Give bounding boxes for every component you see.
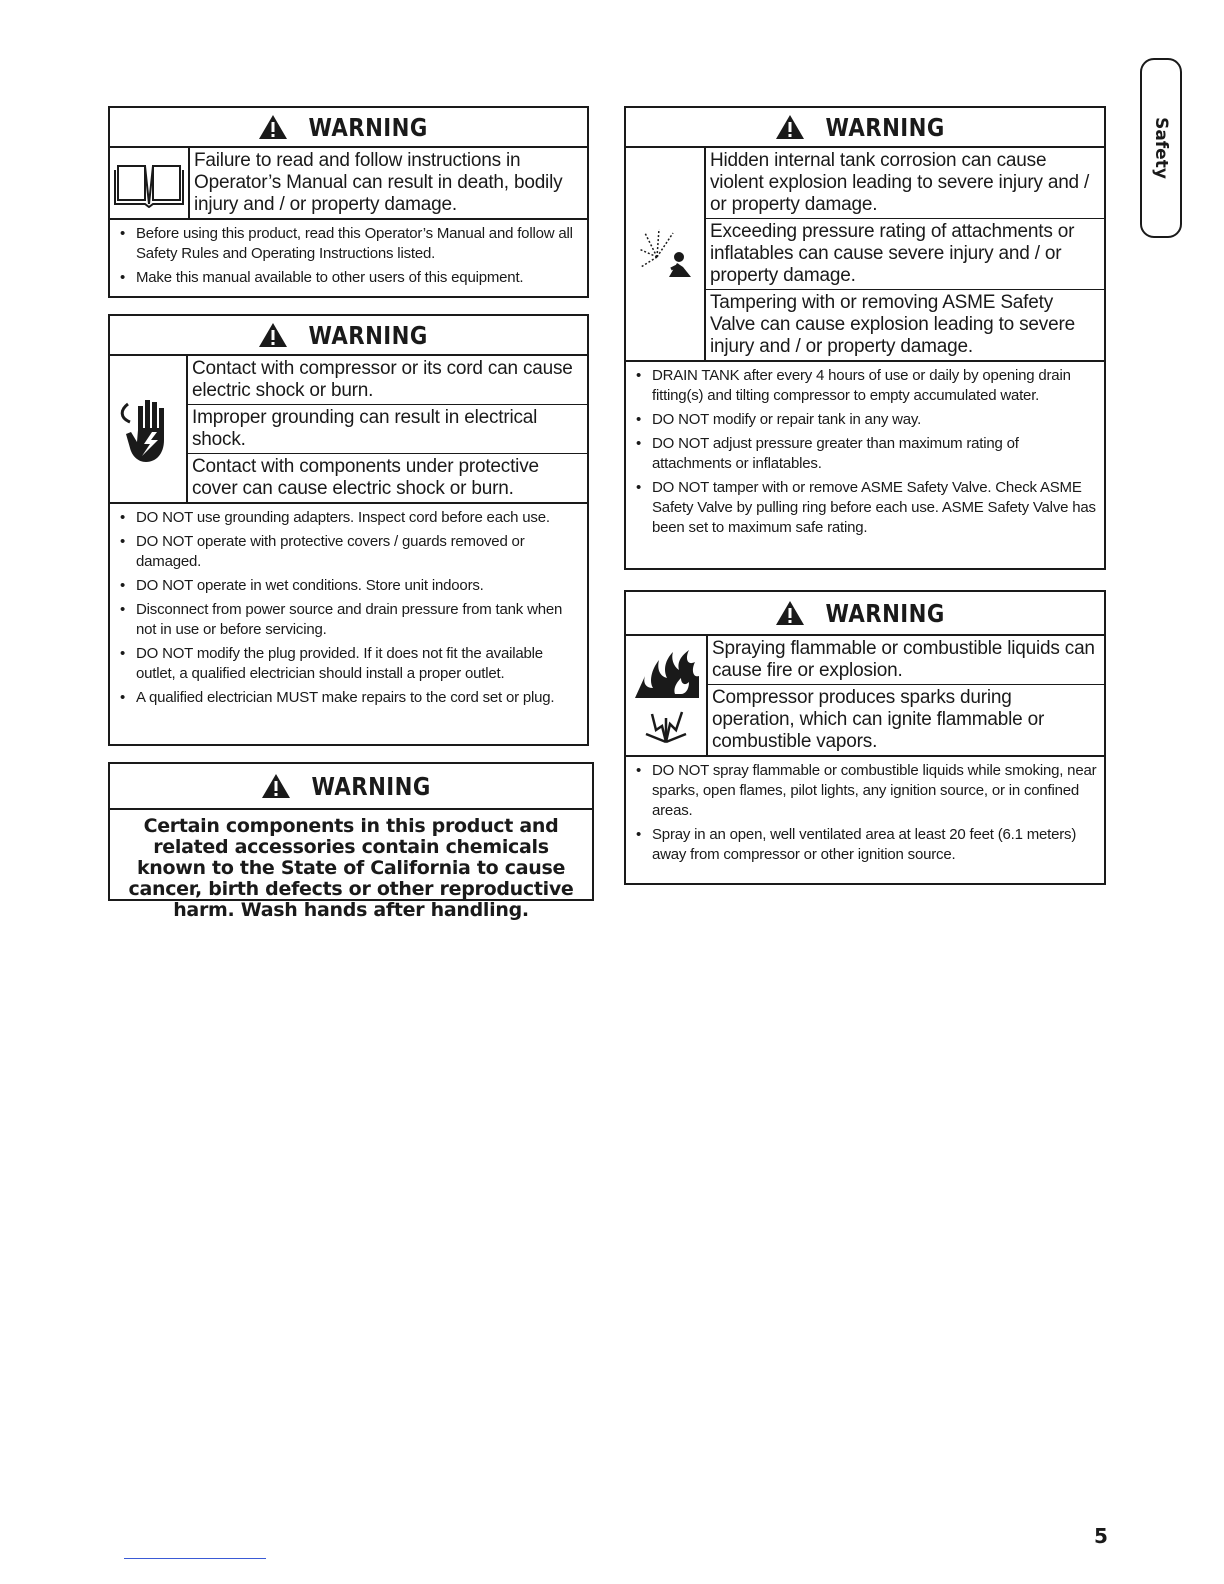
electric-shock-hand-icon (120, 394, 176, 464)
warning-box-read-manual (108, 106, 589, 298)
avoidance-item: • DO NOT modify or repair tank in any way. (632, 410, 1098, 430)
avoidance-item: • DO NOT operate with protective covers / guards removed or damaged. (116, 532, 581, 572)
pictogram-panel (110, 356, 188, 502)
explosion-icon (635, 227, 695, 281)
hazard-statements (188, 356, 587, 502)
hazard-message (626, 636, 1104, 757)
avoidance-item: • Disconnect from power source and drain pressure from tank when not in use or before servicing. (116, 600, 581, 640)
avoidance-item: • DO NOT use grounding adapters. Inspect cord before each use. (116, 508, 581, 528)
avoidance-list (626, 757, 1104, 875)
pictogram-panel (626, 636, 708, 755)
avoidance-item: • DO NOT adjust pressure greater than maximum rating of attachments or inflatables. (632, 434, 1098, 474)
warning-triangle-icon (261, 773, 291, 799)
warning-triangle-icon (258, 322, 288, 348)
warning-signal-word: WARNING (825, 598, 945, 628)
avoidance-item: • DO NOT modify the plug provided. If it does not fit the available outlet, a qualified electrician should install a proper outlet. (116, 644, 581, 684)
open-book-icon (114, 158, 184, 208)
avoidance-item: • A qualified electrician MUST make repairs to the cord set or plug. (116, 688, 581, 708)
hazard-message (110, 148, 587, 220)
hazard-statement: Hidden internal tank corrosion can cause violent explosion leading to severe injury and / or property damage. (710, 150, 1090, 215)
avoidance-item: • DO NOT tamper with or remove ASME Safety Valve. Check ASME Safety Valve by pulling ring before each use. ASME Safety Valve has been set to maximum safe rating. (632, 478, 1098, 538)
hazard-statement: Compressor produces sparks during operation, which can ignite flammable or combustible vapors. (708, 684, 1104, 755)
warning-header (110, 764, 592, 810)
avoidance-item: • Make this manual available to other users of this equipment. (116, 268, 581, 288)
avoidance-item: • DO NOT operate in wet conditions. Store unit indoors. (116, 576, 581, 596)
hazard-statements (706, 148, 1104, 360)
avoidance-item: • DRAIN TANK after every 4 hours of use or daily by opening drain fitting(s) and tilting compressor to empty accumulated water. (632, 366, 1098, 406)
warning-triangle-icon (775, 600, 805, 626)
hazard-statements (190, 148, 587, 218)
warning-triangle-icon (258, 114, 288, 140)
warning-box-tank-explosion (624, 106, 1106, 570)
hazard-statement: Contact with components under protective cover can cause electric shock or burn. (188, 453, 587, 502)
hazard-statement: Spraying flammable or combustible liquids can cause fire or explosion. (712, 638, 1095, 681)
warning-signal-word: WARNING (308, 320, 429, 350)
hazard-message (626, 148, 1104, 362)
avoidance-item: • Before using this product, read this Operator’s Manual and follow all Safety Rules and Operating Instructions listed. (116, 224, 581, 264)
prop65-statement: Certain components in this product and related accessories contain chemicals known to the State of California to cause cancer, birth defects or other reproductive harm. Wash hands after handling. (128, 815, 574, 921)
sparks-icon (642, 704, 690, 744)
hazard-statement: Tampering with or removing ASME Safety Valve can cause explosion leading to severe injury and / or property damage. (706, 289, 1104, 360)
hazard-statements (708, 636, 1104, 755)
warning-triangle-icon (775, 114, 805, 140)
pictogram-panel (626, 148, 706, 360)
warning-header (626, 592, 1104, 636)
warning-signal-word: WARNING (825, 112, 945, 142)
page-number: 5 (1094, 1524, 1108, 1548)
fire-icon (633, 648, 699, 698)
warning-box-prop65 (108, 762, 594, 921)
warning-box-electric-shock (108, 314, 589, 746)
hazard-message (110, 356, 587, 504)
warning-signal-word: WARNING (311, 771, 431, 801)
hazard-statement: Improper grounding can result in electrical shock. (188, 404, 587, 453)
warning-header (110, 316, 587, 356)
avoidance-item: • DO NOT spray flammable or combustible liquids while smoking, near sparks, open flames, pilot lights, any ignition source, or in confined areas. (632, 761, 1098, 821)
warning-signal-word: WARNING (308, 112, 429, 142)
warning-header (110, 108, 587, 148)
footer-rule (124, 1558, 266, 1559)
avoidance-list (110, 504, 587, 718)
avoidance-item: • Spray in an open, well ventilated area at least 20 feet (6.1 meters) away from compressor or other ignition source. (632, 825, 1098, 865)
avoidance-list (626, 362, 1104, 548)
hazard-statement: Failure to read and follow instructions in Operator’s Manual can result in death, bodily injury and / or property damage. (194, 150, 563, 215)
section-tab-safety (1140, 58, 1182, 238)
section-tab-label: Safety (1151, 117, 1172, 179)
hazard-statement: Exceeding pressure rating of attachments or inflatables can cause severe injury and / or property damage. (706, 218, 1104, 289)
warning-box-fire (624, 590, 1106, 885)
pictogram-panel (110, 148, 190, 218)
hazard-statement: Contact with compressor or its cord can cause electric shock or burn. (192, 358, 573, 401)
avoidance-list (110, 220, 587, 298)
warning-header (626, 108, 1104, 148)
